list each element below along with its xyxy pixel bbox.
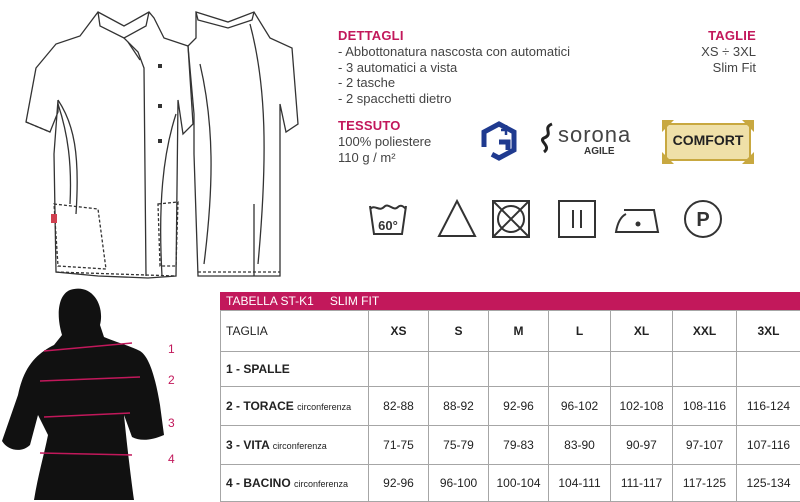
table-cell: 108-116	[673, 387, 737, 426]
table-cell: 71-75	[369, 426, 429, 465]
measure-number: 2	[168, 373, 175, 387]
detail-item: - Abbottonatura nascosta con automatici	[338, 44, 570, 60]
line-dry-icon	[556, 198, 598, 240]
table-cell: 92-96	[369, 465, 429, 502]
dry-clean-p-icon	[682, 198, 724, 240]
body-silhouette	[0, 285, 200, 500]
g-plus-logo-icon	[478, 120, 520, 162]
iron-icon	[612, 198, 668, 240]
table-row	[221, 387, 800, 426]
table-cell: 111-117	[611, 465, 673, 502]
sorona-wordmark: sorona	[558, 122, 631, 148]
header-cell: S	[429, 311, 489, 352]
size-table-grid	[220, 310, 800, 502]
size-table-title: TABELLA ST-K1	[226, 294, 314, 308]
size-table-fit: SLIM FIT	[330, 294, 379, 308]
table-cell: 90-97	[611, 426, 673, 465]
measure-number: 4	[168, 452, 175, 466]
row-label: 4 - BACINO circonferenza	[221, 465, 369, 502]
table-cell: 82-88	[369, 387, 429, 426]
table-cell	[369, 352, 429, 387]
table-cell: 79-83	[489, 426, 549, 465]
measure-number: 1	[168, 342, 175, 356]
header-cell: 3XL	[737, 311, 800, 352]
size-range: XS ÷ 3XL	[701, 44, 756, 60]
measure-number: 3	[168, 416, 175, 430]
table-cell: 117-125	[673, 465, 737, 502]
fabric-title: TESSUTO	[338, 118, 401, 133]
table-cell: 96-102	[549, 387, 611, 426]
size-table-title-bar	[220, 292, 800, 310]
table-cell: 92-96	[489, 387, 549, 426]
header-cell: XL	[611, 311, 673, 352]
table-row	[221, 426, 800, 465]
dry-clean-letter: P	[696, 209, 709, 231]
table-cell	[737, 352, 800, 387]
sizes-info	[701, 44, 756, 75]
table-header-row	[221, 311, 800, 352]
row-label: 1 - SPALLE	[221, 352, 369, 387]
table-cell	[611, 352, 673, 387]
row-note: circonferenza	[297, 402, 351, 412]
table-cell: 96-100	[429, 465, 489, 502]
row-note: circonferenza	[273, 441, 327, 451]
table-cell	[549, 352, 611, 387]
header-cell: TAGLIA	[221, 311, 369, 352]
table-cell	[673, 352, 737, 387]
no-tumble-dry-icon	[490, 198, 532, 240]
row-label: 3 - VITA circonferenza	[221, 426, 369, 465]
detail-item: - 3 automatici a vista	[338, 60, 570, 76]
wash-60-icon	[367, 198, 409, 240]
sizes-title: TAGLIE	[708, 28, 756, 43]
table-cell: 88-92	[429, 387, 489, 426]
header-cell: L	[549, 311, 611, 352]
table-cell: 116-124	[737, 387, 800, 426]
row-note: circonferenza	[294, 479, 348, 489]
comfort-badge	[662, 120, 754, 164]
table-cell: 102-108	[611, 387, 673, 426]
fabric-info	[338, 134, 431, 165]
details-list	[338, 44, 570, 106]
garment-technical-drawing	[18, 4, 300, 289]
table-cell: 83-90	[549, 426, 611, 465]
details-title: DETTAGLI	[338, 28, 404, 43]
table-cell: 97-107	[673, 426, 737, 465]
table-cell	[429, 352, 489, 387]
size-fit: Slim Fit	[701, 60, 756, 76]
detail-item: - 2 spacchetti dietro	[338, 91, 570, 107]
wash-temp-label: 60°	[378, 218, 398, 233]
table-row	[221, 352, 800, 387]
comfort-label: COMFORT	[662, 132, 754, 148]
table-cell: 75-79	[429, 426, 489, 465]
detail-item: - 2 tasche	[338, 75, 570, 91]
agile-wordmark: AGILE	[584, 146, 615, 157]
fabric-composition: 100% poliestere	[338, 134, 431, 150]
fabric-weight: 110 g / m²	[338, 150, 431, 166]
table-cell	[489, 352, 549, 387]
row-label: 2 - TORACE circonferenza	[221, 387, 369, 426]
table-cell: 107-116	[737, 426, 800, 465]
sorona-logo	[540, 122, 645, 162]
table-row	[221, 465, 800, 502]
table-cell: 104-111	[549, 465, 611, 502]
table-cell: 125-134	[737, 465, 800, 502]
header-cell: XS	[369, 311, 429, 352]
sorona-wave-icon	[540, 122, 556, 154]
header-cell: XXL	[673, 311, 737, 352]
header-cell: M	[489, 311, 549, 352]
size-table	[220, 292, 800, 500]
table-cell: 100-104	[489, 465, 549, 502]
bleach-triangle-icon	[436, 198, 478, 240]
